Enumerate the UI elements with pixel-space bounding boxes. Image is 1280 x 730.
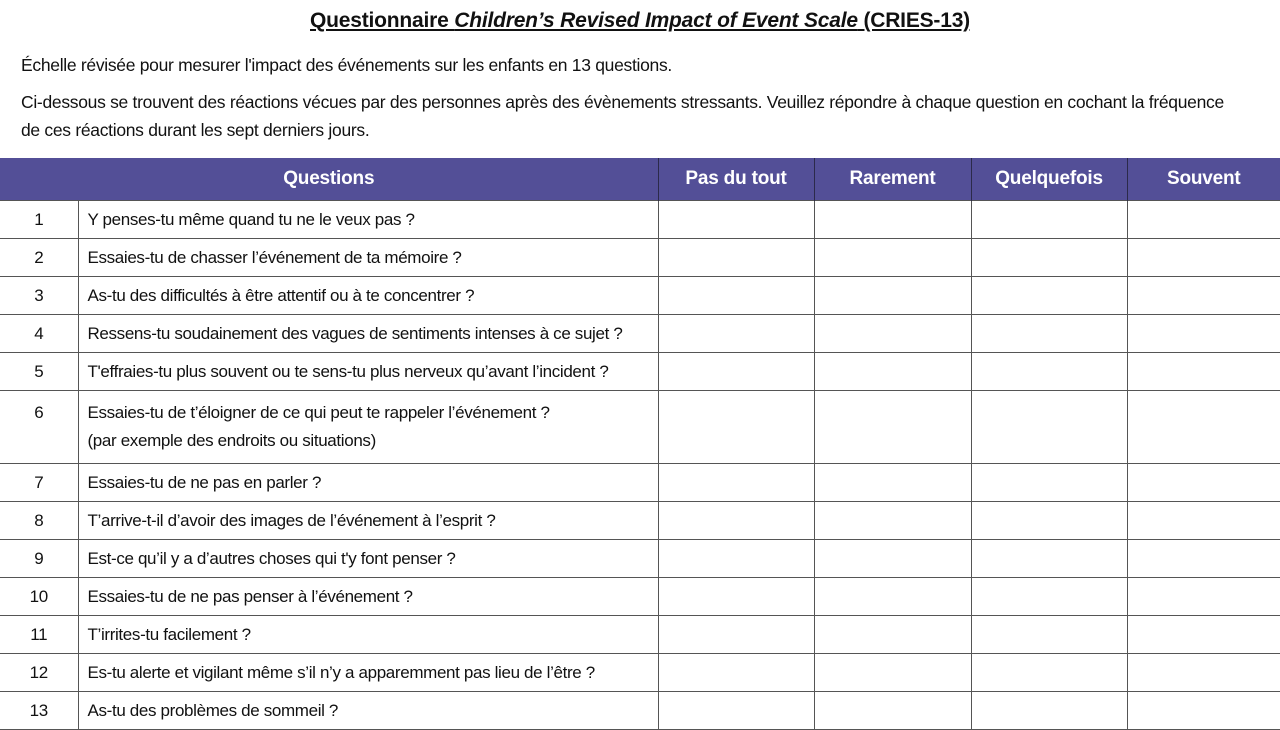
answer-cell-pas-du-tout[interactable] — [658, 692, 814, 730]
title-prefix: Questionnaire — [310, 9, 455, 32]
answer-cell-rarement[interactable] — [814, 277, 971, 315]
answer-cell-pas-du-tout[interactable] — [658, 315, 814, 353]
table-row — [0, 277, 1280, 315]
table-row — [0, 464, 1280, 502]
answer-cell-rarement[interactable] — [814, 654, 971, 692]
answer-cell-quelquefois[interactable] — [971, 353, 1127, 391]
question-text-line: Essaies-tu de chasser l’événement de ta mémoire ? — [87, 247, 462, 267]
header-questions: Questions — [0, 158, 658, 201]
questionnaire-table — [0, 158, 1280, 730]
question-text — [78, 578, 658, 616]
question-number: 5 — [0, 353, 78, 391]
question-text — [78, 464, 658, 502]
question-number: 1 — [0, 201, 78, 239]
question-number: 9 — [0, 540, 78, 578]
answer-cell-quelquefois[interactable] — [971, 692, 1127, 730]
table-row — [0, 239, 1280, 277]
intro-instructions-line-2: de ces réactions durant les sept derniers jours. — [21, 120, 370, 140]
answer-cell-quelquefois[interactable] — [971, 464, 1127, 502]
table-row — [0, 353, 1280, 391]
table-row — [0, 616, 1280, 654]
answer-cell-souvent[interactable] — [1127, 277, 1280, 315]
question-rows — [0, 201, 1280, 730]
answer-cell-rarement[interactable] — [814, 464, 971, 502]
answer-cell-quelquefois[interactable] — [971, 502, 1127, 540]
answer-cell-rarement[interactable] — [814, 616, 971, 654]
answer-cell-rarement[interactable] — [814, 201, 971, 239]
answer-cell-pas-du-tout[interactable] — [658, 616, 814, 654]
question-text — [78, 616, 658, 654]
question-number: 6 — [0, 391, 78, 464]
answer-cell-pas-du-tout[interactable] — [658, 654, 814, 692]
question-text-line: Ressens-tu soudainement des vagues de sentiments intenses à ce sujet ? — [87, 323, 623, 343]
answer-cell-quelquefois[interactable] — [971, 239, 1127, 277]
answer-cell-quelquefois[interactable] — [971, 654, 1127, 692]
question-text-line: Essaies-tu de ne pas en parler ? — [87, 472, 322, 492]
table-row — [0, 201, 1280, 239]
answer-cell-quelquefois[interactable] — [971, 201, 1127, 239]
page-title — [0, 7, 1280, 35]
question-text-line: T’arrive-t-il d’avoir des images de l’événement à l’esprit ? — [87, 510, 496, 530]
answer-cell-souvent[interactable] — [1127, 654, 1280, 692]
question-text-line: As-tu des problèmes de sommeil ? — [87, 700, 339, 720]
intro-scale-description: Échelle révisée pour mesurer l'impact des événements sur les enfants en 13 questions. — [21, 55, 672, 75]
table-row — [0, 654, 1280, 692]
table-row — [0, 578, 1280, 616]
question-number: 10 — [0, 578, 78, 616]
intro-instructions-line-1: Ci-dessous se trouvent des réactions vécues par des personnes après des évènements stressants. Veuillez répondre à chaque question en cochant la fréquence — [21, 92, 1224, 112]
question-text — [78, 692, 658, 730]
answer-cell-quelquefois[interactable] — [971, 616, 1127, 654]
answer-cell-pas-du-tout[interactable] — [658, 578, 814, 616]
answer-cell-rarement[interactable] — [814, 540, 971, 578]
table-row — [0, 502, 1280, 540]
answer-cell-pas-du-tout[interactable] — [658, 502, 814, 540]
question-number: 13 — [0, 692, 78, 730]
question-text-line: Es-tu alerte et vigilant même s’il n’y a apparemment pas lieu de l’être ? — [87, 662, 595, 682]
question-number: 8 — [0, 502, 78, 540]
question-text-line: Est-ce qu’il y a d’autres choses qui t'y font penser ? — [87, 548, 456, 568]
header-souvent: Souvent — [1127, 158, 1280, 201]
table-row — [0, 540, 1280, 578]
answer-cell-rarement[interactable] — [814, 502, 971, 540]
title-suffix: (CRIES-13) — [857, 9, 970, 32]
table-row — [0, 315, 1280, 353]
answer-cell-quelquefois[interactable] — [971, 277, 1127, 315]
question-text-line: T'effraies-tu plus souvent ou te sens-tu plus nerveux qu’avant l’incident ? — [87, 361, 609, 381]
answer-cell-souvent[interactable] — [1127, 692, 1280, 730]
answer-cell-souvent[interactable] — [1127, 315, 1280, 353]
answer-cell-rarement[interactable] — [814, 239, 971, 277]
question-number: 4 — [0, 315, 78, 353]
answer-cell-pas-du-tout[interactable] — [658, 277, 814, 315]
answer-cell-pas-du-tout[interactable] — [658, 540, 814, 578]
answer-cell-souvent[interactable] — [1127, 578, 1280, 616]
answer-cell-quelquefois[interactable] — [971, 540, 1127, 578]
table-row — [0, 692, 1280, 730]
answer-cell-souvent[interactable] — [1127, 353, 1280, 391]
question-number: 3 — [0, 277, 78, 315]
question-number: 7 — [0, 464, 78, 502]
question-text — [78, 277, 658, 315]
question-number: 2 — [0, 239, 78, 277]
intro-instructions — [21, 88, 1224, 144]
answer-cell-rarement[interactable] — [814, 353, 971, 391]
table-row — [0, 391, 1280, 464]
question-number: 12 — [0, 654, 78, 692]
question-text — [78, 540, 658, 578]
answer-cell-rarement[interactable] — [814, 391, 971, 464]
question-text — [78, 201, 658, 239]
question-text — [78, 654, 658, 692]
question-text — [78, 315, 658, 353]
question-text-line: As-tu des difficultés à être attentif ou à te concentrer ? — [87, 285, 475, 305]
answer-cell-quelquefois[interactable] — [971, 315, 1127, 353]
question-text — [78, 391, 658, 464]
answer-cell-souvent[interactable] — [1127, 616, 1280, 654]
answer-cell-pas-du-tout[interactable] — [658, 201, 814, 239]
answer-cell-souvent[interactable] — [1127, 464, 1280, 502]
question-text-line: T’irrites-tu facilement ? — [87, 624, 251, 644]
answer-cell-souvent[interactable] — [1127, 391, 1280, 464]
title-scale-name: Children’s Revised Impact of Event Scale — [454, 9, 858, 32]
answer-cell-rarement[interactable] — [814, 315, 971, 353]
answer-cell-rarement[interactable] — [814, 692, 971, 730]
header-pas-du-tout: Pas du tout — [658, 158, 814, 201]
question-text — [78, 353, 658, 391]
question-text-line: (par exemple des endroits ou situations) — [87, 431, 376, 450]
answer-cell-souvent[interactable] — [1127, 540, 1280, 578]
answer-cell-pas-du-tout[interactable] — [658, 391, 814, 464]
header-quelquefois: Quelquefois — [971, 158, 1127, 201]
answer-cell-pas-du-tout[interactable] — [658, 464, 814, 502]
table-header-row — [0, 158, 1280, 201]
answer-cell-souvent[interactable] — [1127, 502, 1280, 540]
answer-cell-rarement[interactable] — [814, 578, 971, 616]
answer-cell-quelquefois[interactable] — [971, 578, 1127, 616]
answer-cell-pas-du-tout[interactable] — [658, 353, 814, 391]
answer-cell-souvent[interactable] — [1127, 239, 1280, 277]
question-text-line: Essaies-tu de ne pas penser à l’événement ? — [87, 586, 413, 606]
question-text-line: Essaies-tu de t’éloigner de ce qui peut te rappeler l’événement ? — [87, 403, 550, 422]
question-text — [78, 502, 658, 540]
question-number: 11 — [0, 616, 78, 654]
answer-cell-pas-du-tout[interactable] — [658, 239, 814, 277]
question-text — [78, 239, 658, 277]
question-text-line: Y penses-tu même quand tu ne le veux pas ? — [87, 209, 415, 229]
answer-cell-souvent[interactable] — [1127, 201, 1280, 239]
header-rarement: Rarement — [814, 158, 971, 201]
answer-cell-quelquefois[interactable] — [971, 391, 1127, 464]
